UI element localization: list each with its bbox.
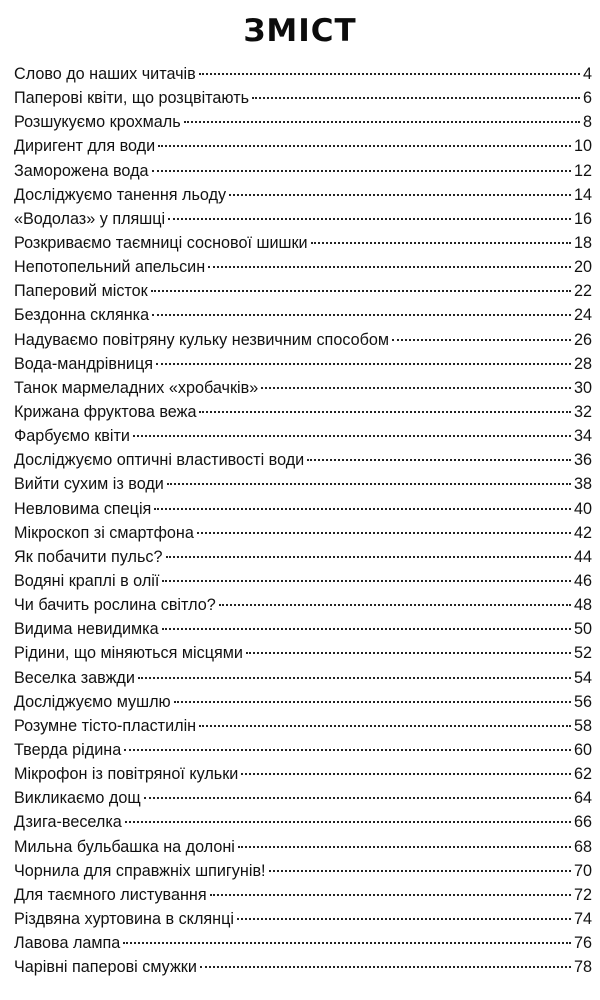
- toc-entry[interactable]: [14, 231, 592, 255]
- toc-entry-page-number: 58: [573, 716, 592, 735]
- page-title: ЗМІСТ: [243, 13, 357, 49]
- toc-entry-title: Мильна бульбашка на долоні: [14, 837, 235, 856]
- dot-leader: [138, 677, 571, 679]
- toc-entry[interactable]: [14, 400, 592, 424]
- toc-entry-title: Рідини, що міняються місцями: [14, 644, 243, 663]
- toc-entry-page-number: 52: [573, 644, 592, 663]
- toc-entry-page-number: 10: [573, 137, 592, 156]
- toc-entry[interactable]: [14, 835, 592, 859]
- toc-entry-page-number: 64: [573, 789, 592, 808]
- dot-leader: [162, 580, 571, 582]
- toc-entry-title: Заморожена вода: [14, 161, 149, 180]
- dot-leader: [168, 218, 571, 220]
- toc-entry-page-number: 4: [582, 65, 592, 83]
- toc-entry[interactable]: [14, 472, 592, 496]
- toc-entry[interactable]: [14, 955, 592, 979]
- dot-leader: [307, 459, 571, 461]
- toc-entry-page-number: 50: [573, 620, 592, 639]
- toc-entry-page-number: 48: [573, 596, 592, 615]
- toc-entry-page-number: 60: [573, 740, 592, 759]
- toc-entry-title: Вода-мандрівниця: [14, 354, 154, 373]
- toc-entry-page-number: 28: [573, 354, 592, 373]
- toc-entry-title: Розумне тісто-пластилін: [14, 716, 197, 735]
- dot-leader: [210, 894, 571, 896]
- dot-leader: [392, 339, 571, 341]
- toc-entry[interactable]: [14, 303, 592, 327]
- toc-entry-title: Невловима спеція: [14, 499, 152, 518]
- dot-leader: [269, 870, 571, 872]
- toc-entry-page-number: 24: [573, 306, 592, 325]
- toc-entry[interactable]: [14, 183, 592, 207]
- dot-leader: [311, 242, 571, 244]
- toc-entry-title: Бездонна склянка: [14, 306, 150, 325]
- toc-entry-page-number: 42: [573, 523, 592, 542]
- toc-entry-page-number: 54: [573, 668, 592, 687]
- dot-leader: [199, 411, 571, 413]
- dot-leader: [123, 942, 571, 944]
- toc-entry[interactable]: [14, 738, 592, 762]
- toc-entry-title: Диригент для води: [14, 137, 156, 156]
- toc-entry[interactable]: [14, 328, 592, 352]
- toc-entry-title: Вийти сухим із води: [14, 475, 164, 494]
- toc-entry-title: Як побачити пульс?: [14, 547, 163, 566]
- dot-leader: [238, 846, 571, 848]
- dot-leader: [158, 145, 571, 147]
- dot-leader: [133, 435, 571, 437]
- toc-entry-title: Видима невидимка: [14, 620, 159, 639]
- dot-leader: [125, 821, 571, 823]
- toc-entry[interactable]: [14, 907, 592, 931]
- toc-entry-page-number: 68: [573, 837, 592, 856]
- toc-entry-title: Розкриваємо таємниці соснової шишки: [14, 233, 308, 252]
- dot-leader: [152, 314, 571, 316]
- toc-entry-title: Досліджуємо оптичні властивості води: [14, 451, 305, 470]
- toc-entry-title: Фарбуємо квіти: [14, 427, 130, 446]
- toc-entry-title: Паперовий місток: [14, 282, 148, 301]
- toc-entry-title: «Водолаз» у пляшці: [14, 209, 166, 228]
- toc-entry-title: Чорнила для справжніх шпигунів!: [14, 861, 266, 880]
- toc-entry-page-number: 6: [582, 89, 592, 108]
- dot-leader: [200, 966, 571, 968]
- toc-entry-title: Лавова лампа: [14, 934, 121, 953]
- dot-leader: [199, 73, 580, 75]
- dot-leader: [156, 363, 571, 365]
- toc-entry-title: Досліджуємо танення льоду: [14, 185, 227, 204]
- toc-entry[interactable]: [14, 569, 592, 593]
- toc-entry-title: Танок мармеладних «хробачків»: [14, 378, 259, 397]
- toc-entry-page-number: 34: [573, 427, 592, 446]
- toc-entry[interactable]: [14, 352, 592, 376]
- toc-entry-title: Різдвяна хуртовина в склянці: [14, 909, 234, 928]
- toc-entry[interactable]: [14, 159, 592, 183]
- toc-entry[interactable]: [14, 497, 592, 521]
- dot-leader: [167, 483, 571, 485]
- toc-entry-page-number: 20: [573, 258, 592, 277]
- dot-leader: [174, 701, 571, 703]
- dot-leader: [151, 290, 571, 292]
- toc-entry-title: Дзига-веселка: [14, 813, 122, 832]
- toc-entry[interactable]: [14, 786, 592, 810]
- toc-entry-page-number: 62: [573, 765, 592, 784]
- dot-leader: [237, 918, 571, 920]
- toc-entry[interactable]: [14, 448, 592, 472]
- toc-entry-page-number: 38: [573, 475, 592, 494]
- toc-entry-page-number: 14: [573, 185, 592, 204]
- toc-entry-title: Надуваємо повітряну кульку незвичним способом: [14, 330, 390, 349]
- toc-entry-title: Чарівні паперові смужки: [14, 958, 197, 977]
- toc-entry-page-number: 8: [582, 113, 592, 132]
- toc-entry[interactable]: [14, 376, 592, 400]
- toc-entry[interactable]: [14, 207, 592, 231]
- toc-entry[interactable]: [14, 110, 592, 134]
- dot-leader: [154, 508, 571, 510]
- toc-entry-title: Крижана фруктова вежа: [14, 402, 197, 421]
- toc-entry-title: Для таємного листування: [14, 885, 207, 904]
- toc-entry[interactable]: [14, 424, 592, 448]
- dot-leader: [124, 749, 571, 751]
- toc-entry-page-number: 36: [573, 451, 592, 470]
- toc-entry-page-number: 32: [573, 402, 592, 421]
- toc-entry[interactable]: [14, 931, 592, 955]
- toc-entry[interactable]: [14, 666, 592, 690]
- toc-entry[interactable]: [14, 545, 592, 569]
- toc-entry-page-number: 16: [573, 209, 592, 228]
- toc-entry-page-number: 22: [573, 282, 592, 301]
- toc-entry-page-number: 26: [573, 330, 592, 349]
- toc-entry-title: Чи бачить рослина світло?: [14, 596, 216, 615]
- toc-entry-title: Мікрофон із повітряної кульки: [14, 765, 239, 784]
- toc-entry-title: Тверда рідина: [14, 740, 122, 759]
- dot-leader: [219, 604, 571, 606]
- toc-entry[interactable]: [14, 762, 592, 786]
- dot-leader: [166, 556, 571, 558]
- toc-entry[interactable]: [14, 690, 592, 714]
- dot-leader: [184, 121, 580, 123]
- toc-entry-page-number: 30: [573, 378, 592, 397]
- toc-entry-page-number: 78: [573, 958, 592, 977]
- toc-entry-page-number: 66: [573, 813, 592, 832]
- toc-entry[interactable]: [14, 521, 592, 545]
- toc-entry-page-number: 44: [573, 547, 592, 566]
- toc-entry[interactable]: [14, 134, 592, 158]
- toc-entry-title: Водяні краплі в олії: [14, 571, 160, 590]
- dot-leader: [152, 170, 571, 172]
- toc-entry-title: Паперові квіти, що розцвітають: [14, 89, 250, 108]
- dot-leader: [208, 266, 571, 268]
- toc-entry[interactable]: [14, 617, 592, 641]
- dot-leader: [261, 387, 571, 389]
- toc-entry-page-number: 74: [573, 909, 592, 928]
- dot-leader: [252, 97, 580, 99]
- toc-entry-title: Слово до наших читачів: [14, 65, 196, 83]
- toc-entry[interactable]: [14, 883, 592, 907]
- toc-entry[interactable]: [14, 86, 592, 110]
- dot-leader: [197, 532, 571, 534]
- toc-entry-page-number: 70: [573, 861, 592, 880]
- toc-entry-title: Мікроскоп зі смартфона: [14, 523, 194, 542]
- dot-leader: [241, 773, 571, 775]
- toc-entry-page-number: 18: [573, 233, 592, 252]
- toc-entry[interactable]: [14, 62, 592, 86]
- dot-leader: [199, 725, 571, 727]
- dot-leader: [144, 797, 571, 799]
- toc-entry[interactable]: [14, 279, 592, 303]
- toc-entry[interactable]: [14, 714, 592, 738]
- table-of-contents: [14, 62, 592, 979]
- dot-leader: [246, 652, 571, 654]
- toc-entry[interactable]: [14, 641, 592, 665]
- toc-entry-title: Викликаємо дощ: [14, 789, 141, 808]
- toc-entry-page-number: 46: [573, 571, 592, 590]
- dot-leader: [229, 194, 571, 196]
- dot-leader: [162, 628, 571, 630]
- toc-entry-title: Досліджуємо мушлю: [14, 692, 171, 711]
- toc-entry-title: Непотопельний апельсин: [14, 258, 206, 277]
- toc-entry-page-number: 40: [573, 499, 592, 518]
- toc-entry-page-number: 72: [573, 885, 592, 904]
- toc-entry-page-number: 12: [573, 161, 592, 180]
- toc-entry[interactable]: [14, 593, 592, 617]
- toc-entry-page-number: 56: [573, 692, 592, 711]
- toc-entry-title: Веселка завжди: [14, 668, 135, 687]
- toc-entry[interactable]: [14, 255, 592, 279]
- toc-entry-page-number: 76: [573, 934, 592, 953]
- toc-entry-title: Розшукуємо крохмаль: [14, 113, 181, 132]
- toc-entry[interactable]: [14, 859, 592, 883]
- toc-entry[interactable]: [14, 810, 592, 834]
